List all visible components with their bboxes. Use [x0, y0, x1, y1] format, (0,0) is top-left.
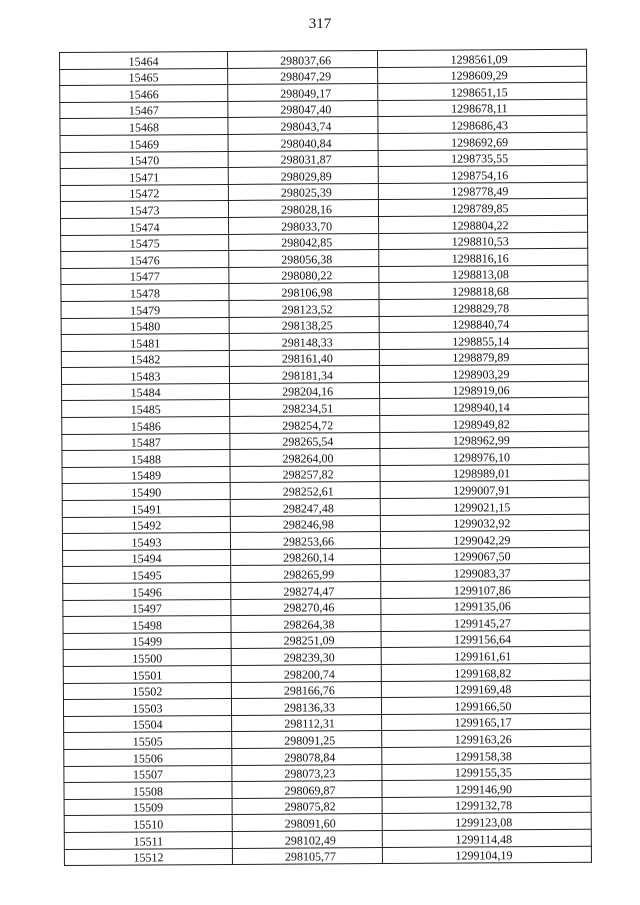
- point-number-cell: 15465: [60, 68, 228, 86]
- table-row: [64, 846, 591, 866]
- point-number-cell: 15469: [60, 134, 228, 152]
- x-coordinate-cell: 298204,16: [230, 382, 380, 400]
- point-number-cell: 15503: [63, 699, 231, 717]
- x-coordinate-cell: 298200,74: [231, 665, 381, 683]
- y-coordinate-cell: 1299032,92: [380, 514, 589, 532]
- x-coordinate-cell: 298047,29: [228, 67, 378, 85]
- y-coordinate-cell: 1299145,27: [381, 613, 590, 631]
- x-coordinate-cell: 298091,25: [232, 731, 382, 749]
- x-coordinate-cell: 298049,17: [228, 84, 378, 102]
- point-number-cell: 15494: [63, 549, 231, 567]
- x-coordinate-cell: 298270,46: [231, 598, 381, 616]
- point-number-cell: 15486: [62, 417, 230, 435]
- point-number-cell: 15507: [64, 765, 232, 783]
- x-coordinate-cell: 298040,84: [228, 134, 378, 152]
- y-coordinate-cell: 1299135,06: [381, 597, 590, 615]
- y-coordinate-cell: 1298692,69: [378, 132, 587, 150]
- y-coordinate-cell: 1298816,16: [379, 248, 588, 266]
- x-coordinate-cell: 298254,72: [230, 416, 380, 434]
- y-coordinate-cell: 1299169,48: [381, 680, 590, 698]
- point-number-cell: 15475: [61, 234, 229, 252]
- x-coordinate-cell: 298028,16: [228, 200, 378, 218]
- point-number-cell: 15489: [62, 466, 230, 484]
- point-number-cell: 15473: [60, 201, 228, 219]
- x-coordinate-cell: 298265,99: [231, 565, 381, 583]
- y-coordinate-cell: 1298804,22: [379, 215, 588, 233]
- y-coordinate-cell: 1298813,08: [379, 265, 588, 283]
- y-coordinate-cell: 1298976,10: [380, 448, 589, 466]
- point-number-cell: 15492: [62, 516, 230, 534]
- y-coordinate-cell: 1299168,82: [381, 663, 590, 681]
- y-coordinate-cell: 1298919,06: [380, 381, 589, 399]
- point-number-cell: 15467: [60, 101, 228, 119]
- x-coordinate-cell: 298029,89: [228, 167, 378, 185]
- y-coordinate-cell: 1299107,86: [381, 580, 590, 598]
- y-coordinate-cell: 1299067,50: [381, 547, 590, 565]
- y-coordinate-cell: 1298962,99: [380, 431, 589, 449]
- y-coordinate-cell: 1298789,85: [378, 199, 587, 217]
- point-number-cell: 15493: [62, 533, 230, 551]
- y-coordinate-cell: 1298735,55: [378, 149, 587, 167]
- x-coordinate-cell: 298136,33: [231, 698, 381, 716]
- point-number-cell: 15502: [63, 682, 231, 700]
- x-coordinate-cell: 298031,87: [228, 150, 378, 168]
- y-coordinate-cell: 1299156,64: [381, 630, 590, 648]
- x-coordinate-cell: 298033,70: [229, 216, 379, 234]
- x-coordinate-cell: 298078,84: [232, 747, 382, 765]
- point-number-cell: 15504: [64, 715, 232, 733]
- x-coordinate-cell: 298251,09: [231, 631, 381, 649]
- y-coordinate-cell: 1299158,38: [382, 746, 591, 764]
- point-number-cell: 15482: [61, 350, 229, 368]
- x-coordinate-cell: 298264,00: [230, 449, 380, 467]
- x-coordinate-cell: 298073,23: [232, 764, 382, 782]
- y-coordinate-cell: 1299132,78: [382, 796, 591, 814]
- x-coordinate-cell: 298260,14: [231, 548, 381, 566]
- point-number-cell: 15509: [64, 798, 232, 816]
- y-coordinate-cell: 1299007,91: [380, 481, 589, 499]
- x-coordinate-cell: 298253,66: [230, 532, 380, 550]
- x-coordinate-cell: 298106,98: [229, 283, 379, 301]
- y-coordinate-cell: 1298818,68: [379, 282, 588, 300]
- point-number-cell: 15512: [64, 848, 232, 866]
- x-coordinate-cell: 298274,47: [231, 582, 381, 600]
- point-number-cell: 15497: [63, 599, 231, 617]
- x-coordinate-cell: 298181,34: [229, 366, 379, 384]
- point-number-cell: 15483: [61, 367, 229, 385]
- y-coordinate-cell: 1298829,78: [379, 298, 588, 316]
- point-number-cell: 15500: [63, 649, 231, 667]
- y-coordinate-cell: 1298810,53: [379, 232, 588, 250]
- x-coordinate-cell: 298123,52: [229, 299, 379, 317]
- y-coordinate-cell: 1298855,14: [379, 331, 588, 349]
- coordinates-table-body: [60, 49, 592, 865]
- point-number-cell: 15511: [64, 831, 232, 849]
- y-coordinate-cell: 1299104,19: [382, 846, 591, 864]
- point-number-cell: 15477: [61, 267, 229, 285]
- point-number-cell: 15478: [61, 284, 229, 302]
- point-number-cell: 15471: [60, 168, 228, 186]
- y-coordinate-cell: 1298989,01: [380, 464, 589, 482]
- x-coordinate-cell: 298102,49: [232, 830, 382, 848]
- x-coordinate-cell: 298056,38: [229, 250, 379, 268]
- point-number-cell: 15470: [60, 151, 228, 169]
- y-coordinate-cell: 1299114,48: [382, 829, 591, 847]
- point-number-cell: 15496: [63, 582, 231, 600]
- y-coordinate-cell: 1299146,90: [382, 779, 591, 797]
- x-coordinate-cell: 298069,87: [232, 781, 382, 799]
- y-coordinate-cell: 1298754,16: [378, 165, 587, 183]
- point-number-cell: 15505: [64, 732, 232, 750]
- point-number-cell: 15488: [62, 450, 230, 468]
- point-number-cell: 15468: [60, 118, 228, 136]
- point-number-cell: 15484: [62, 383, 230, 401]
- point-number-cell: 15510: [64, 815, 232, 833]
- point-number-cell: 15481: [61, 334, 229, 352]
- x-coordinate-cell: 298246,98: [230, 515, 380, 533]
- point-number-cell: 15501: [63, 665, 231, 683]
- x-coordinate-cell: 298265,54: [230, 432, 380, 450]
- y-coordinate-cell: 1299042,29: [380, 530, 589, 548]
- y-coordinate-cell: 1298949,82: [380, 414, 589, 432]
- x-coordinate-cell: 298112,31: [232, 714, 382, 732]
- y-coordinate-cell: 1298903,29: [379, 365, 588, 383]
- x-coordinate-cell: 298025,39: [228, 183, 378, 201]
- x-coordinate-cell: 298264,38: [231, 615, 381, 633]
- x-coordinate-cell: 298234,51: [230, 399, 380, 417]
- point-number-cell: 15466: [60, 85, 228, 103]
- y-coordinate-cell: 1299021,15: [380, 497, 589, 515]
- point-number-cell: 15464: [60, 51, 228, 69]
- point-number-cell: 15508: [64, 782, 232, 800]
- x-coordinate-cell: 298075,82: [232, 797, 382, 815]
- point-number-cell: 15491: [62, 499, 230, 517]
- y-coordinate-cell: 1299165,17: [382, 713, 591, 731]
- y-coordinate-cell: 1298678,11: [378, 99, 587, 117]
- point-number-cell: 15479: [61, 300, 229, 318]
- y-coordinate-cell: 1298609,29: [378, 66, 587, 84]
- y-coordinate-cell: 1299166,50: [381, 696, 590, 714]
- x-coordinate-cell: 298161,40: [229, 349, 379, 367]
- point-number-cell: 15506: [64, 748, 232, 766]
- point-number-cell: 15490: [62, 483, 230, 501]
- point-number-cell: 15499: [63, 632, 231, 650]
- x-coordinate-cell: 298138,25: [229, 316, 379, 334]
- point-number-cell: 15474: [61, 217, 229, 235]
- point-number-cell: 15485: [62, 400, 230, 418]
- y-coordinate-cell: 1299083,37: [381, 564, 590, 582]
- x-coordinate-cell: 298247,48: [230, 499, 380, 517]
- y-coordinate-cell: 1298778,49: [378, 182, 587, 200]
- x-coordinate-cell: 298239,30: [231, 648, 381, 666]
- point-number-cell: 15480: [61, 317, 229, 335]
- x-coordinate-cell: 298252,61: [230, 482, 380, 500]
- x-coordinate-cell: 298148,33: [229, 333, 379, 351]
- y-coordinate-cell: 1299123,08: [382, 813, 591, 831]
- point-number-cell: 15476: [61, 251, 229, 269]
- x-coordinate-cell: 298166,76: [231, 681, 381, 699]
- x-coordinate-cell: 298037,66: [227, 51, 377, 69]
- x-coordinate-cell: 298080,22: [229, 266, 379, 284]
- y-coordinate-cell: 1299163,26: [382, 730, 591, 748]
- y-coordinate-cell: 1298561,09: [377, 49, 586, 67]
- y-coordinate-cell: 1299161,61: [381, 647, 590, 665]
- point-number-cell: 15487: [62, 433, 230, 451]
- page-number: 317: [308, 16, 332, 32]
- x-coordinate-cell: 298091,60: [232, 814, 382, 832]
- point-number-cell: 15498: [63, 616, 231, 634]
- y-coordinate-cell: 1298940,14: [380, 398, 589, 416]
- x-coordinate-cell: 298042,85: [229, 233, 379, 251]
- point-number-cell: 15472: [60, 184, 228, 202]
- y-coordinate-cell: 1298879,89: [379, 348, 588, 366]
- y-coordinate-cell: 1298651,15: [378, 82, 587, 100]
- y-coordinate-cell: 1299155,35: [382, 763, 591, 781]
- coordinates-table: [59, 49, 592, 866]
- x-coordinate-cell: 298047,40: [228, 100, 378, 118]
- x-coordinate-cell: 298105,77: [232, 847, 382, 865]
- x-coordinate-cell: 298043,74: [228, 117, 378, 135]
- point-number-cell: 15495: [63, 566, 231, 584]
- y-coordinate-cell: 1298840,74: [379, 315, 588, 333]
- x-coordinate-cell: 298257,82: [230, 465, 380, 483]
- y-coordinate-cell: 1298686,43: [378, 116, 587, 134]
